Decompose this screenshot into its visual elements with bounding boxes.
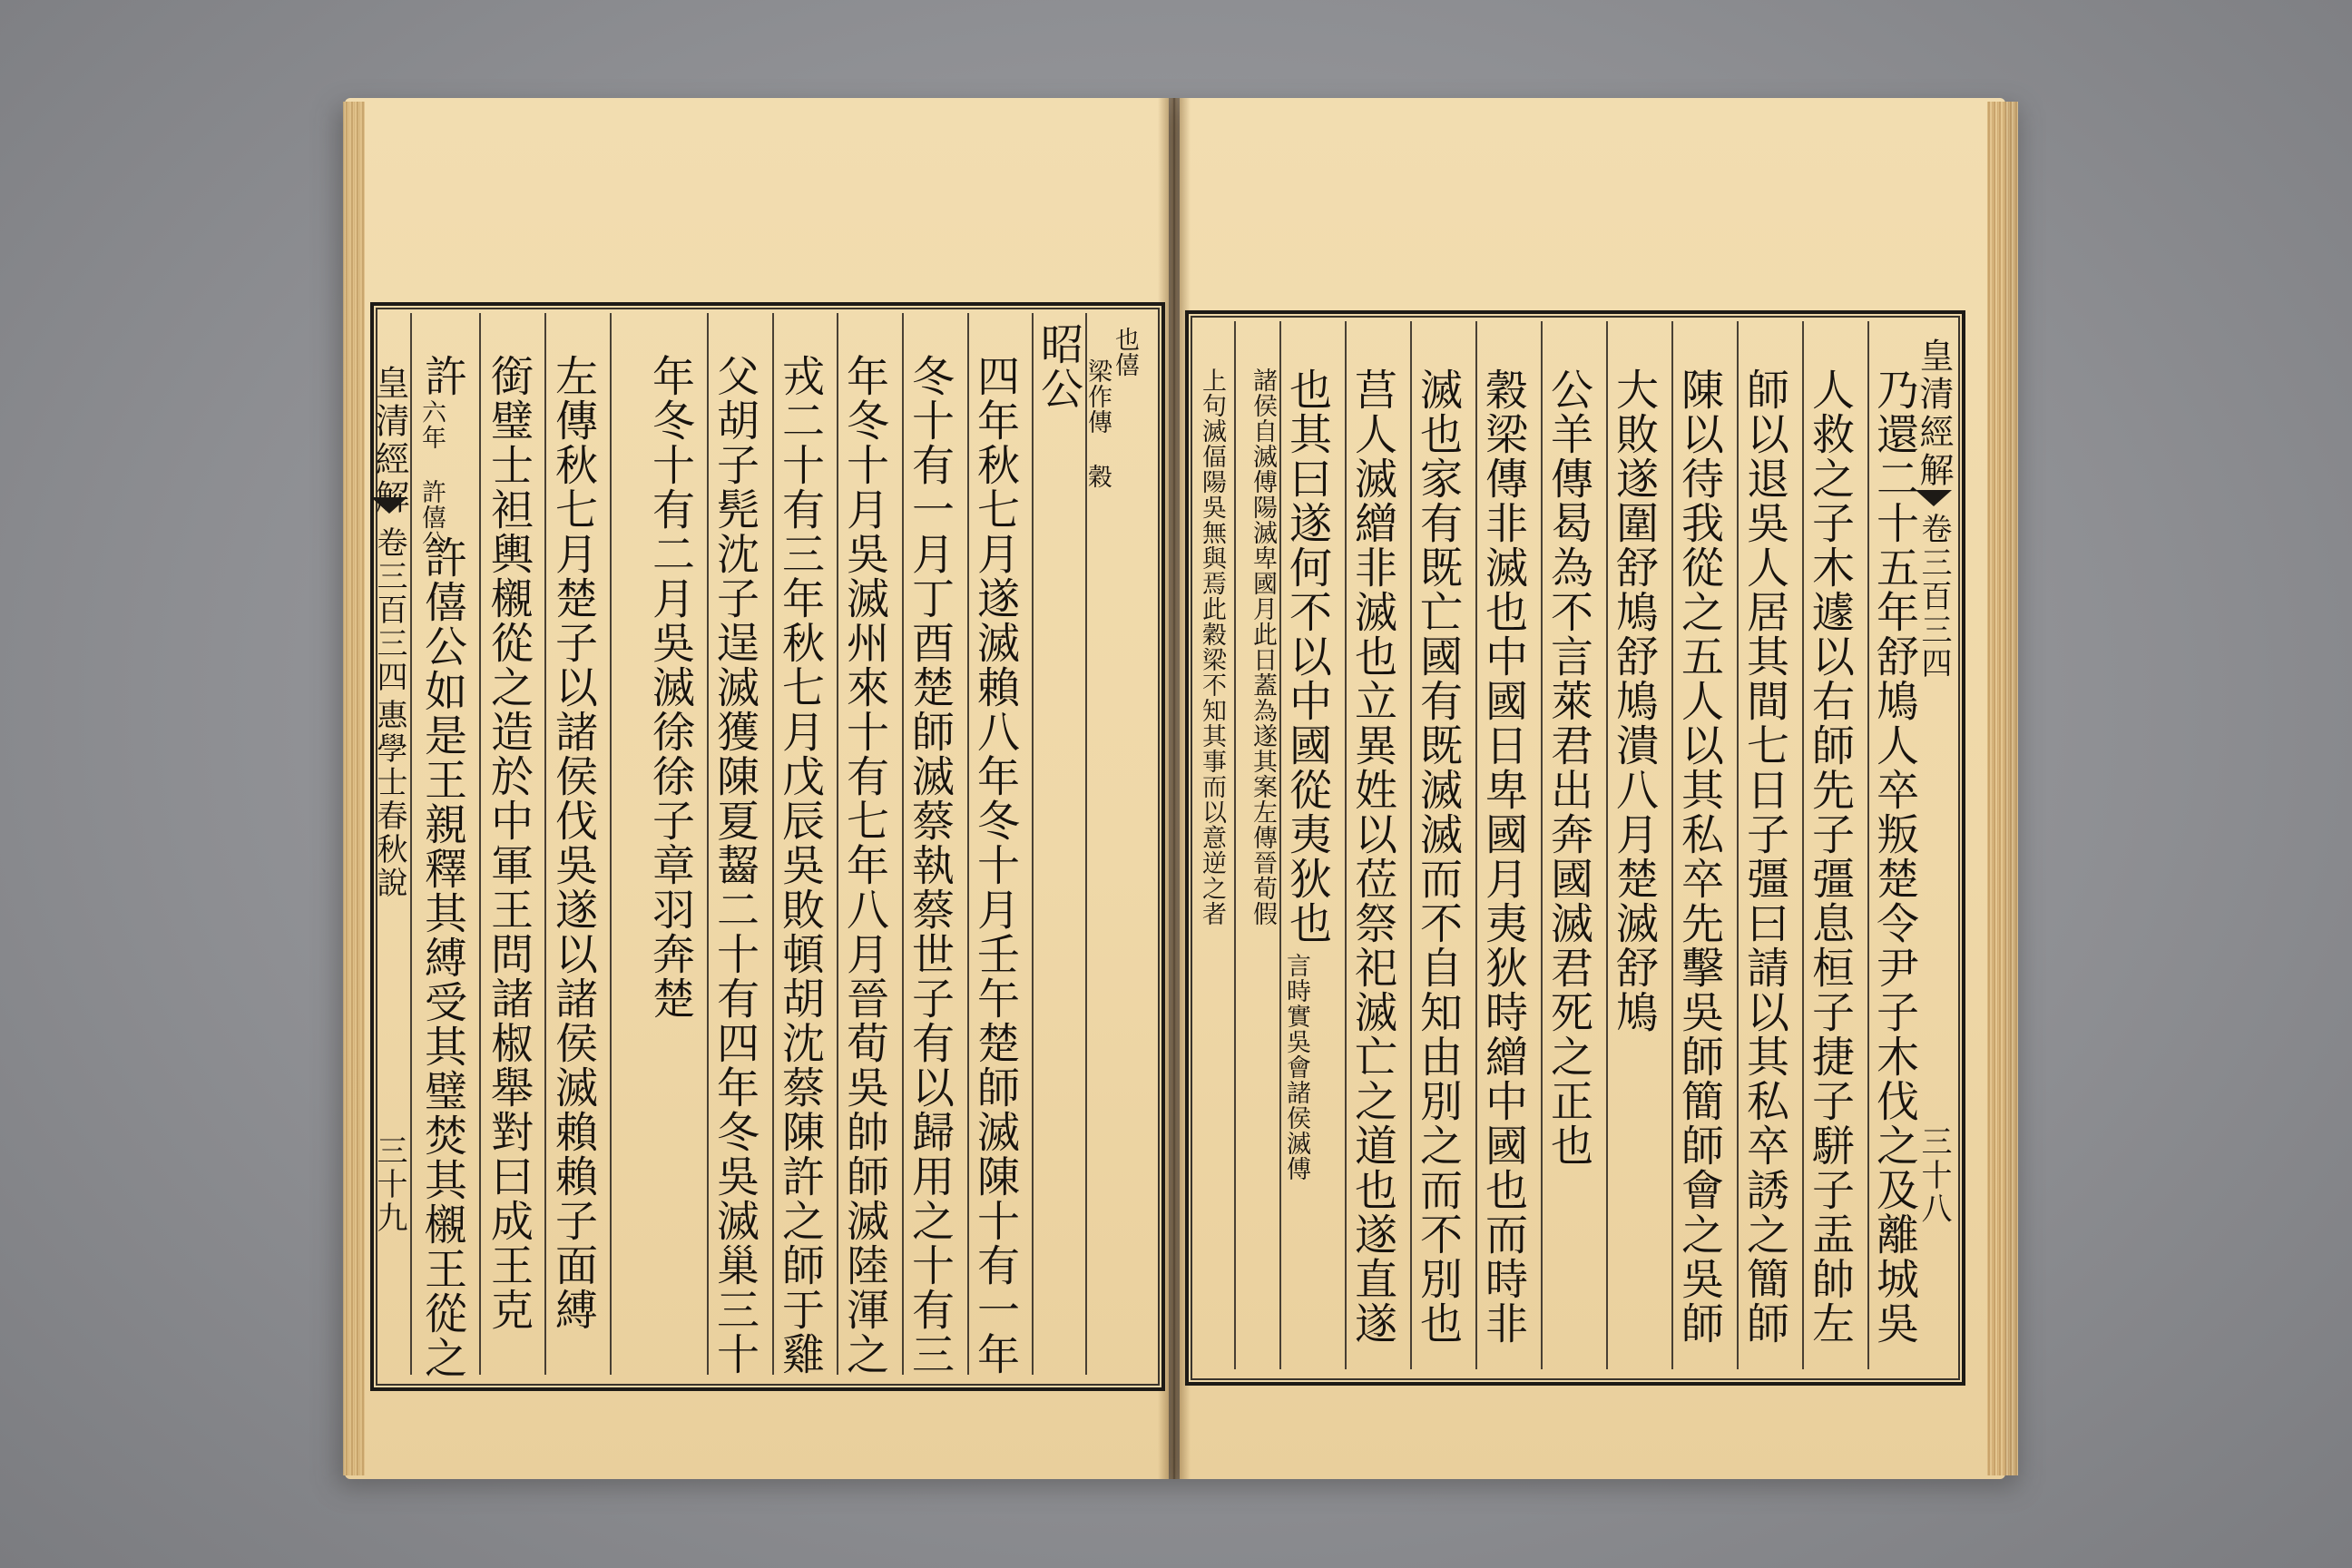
- fishtail-mark: [371, 497, 407, 514]
- left-page-edges: [343, 102, 365, 1475]
- column-rule: [1802, 321, 1804, 1369]
- right-col-8: 滅也家有既亡國有既滅滅而不自知由別之而不別也: [1413, 368, 1463, 1346]
- right-col-1: 乃還二十五年舒鳩人卒叛楚令尹子木伐之及離城吳: [1869, 368, 1919, 1346]
- left-col-4: 冬十有一月丁酉楚師滅蔡執蔡世子有以歸用之十有三: [905, 354, 955, 1377]
- column-rule: [707, 313, 709, 1375]
- right-col-4: 陳以待我從之五人以其私卒先擊吳師簡師會之吳師: [1674, 368, 1724, 1346]
- left-col-10: 銜璧士袒輿櫬從之造於中軍王問諸椒舉對曰成王克: [484, 354, 534, 1332]
- left-col-3: 四年秋七月遂滅賴八年冬十月壬午楚師滅陳十有一年: [970, 354, 1020, 1377]
- right-col-12-note: 上句滅偪陽吳無與焉此穀梁不知其事而以意逆之者: [1198, 368, 1226, 926]
- column-rule: [772, 313, 774, 1375]
- column-rule: [1475, 321, 1477, 1369]
- left-col-1-note: 梁作傳 穀: [1083, 358, 1112, 489]
- right-page-edges: [1987, 102, 2018, 1475]
- right-col-10-main: 也其曰遂何不以中國從夷狄也: [1282, 368, 1332, 946]
- right-col-10-note: 言時實吳會諸侯滅傅: [1282, 953, 1310, 1181]
- column-rule: [1737, 321, 1739, 1369]
- column-rule: [1279, 321, 1281, 1369]
- column-rule: [410, 313, 412, 1375]
- right-col-11-note: 諸侯自滅傅陽滅卑國月此日蓋為遂其案左傳晉荀假: [1249, 368, 1277, 926]
- left-col-7: 父胡子髡沈子逞滅獲陳夏齧二十有四年冬吳滅巢三十: [710, 354, 760, 1377]
- left-col-8: 年冬十有二月吳滅徐徐子章羽奔楚: [645, 354, 695, 1021]
- right-col-3: 師以退吳人居其間七日子彊曰請以其私卒誘之簡師: [1740, 368, 1789, 1346]
- right-series-title: 皇清經解: [1914, 338, 1954, 490]
- column-rule: [1345, 321, 1347, 1369]
- column-rule: [610, 313, 612, 1375]
- left-col-6: 戎二十有三年秋七月戊辰吳敗頓胡沈蔡陳許之師于雞: [775, 354, 825, 1377]
- column-rule: [544, 313, 546, 1375]
- left-col-11-note: 六年 許僖公: [417, 399, 446, 555]
- series-title: 皇清經解: [369, 365, 409, 517]
- right-folio: 三十八: [1916, 1125, 1952, 1226]
- column-rule: [1606, 321, 1608, 1369]
- column-rule: [1541, 321, 1543, 1369]
- column-rule: [1234, 321, 1236, 1369]
- right-col-6: 公羊傳曷為不言萊君出奔國滅君死之正也: [1544, 368, 1593, 1168]
- left-col-2: 昭公: [1034, 322, 1083, 411]
- fishtail-mark: [1916, 490, 1952, 506]
- left-folio: 三十九: [371, 1134, 407, 1235]
- right-chapter-number: 卷三百三四: [1916, 513, 1952, 681]
- left-col-9: 左傳秋七月楚子以諸侯伐吳遂以諸侯滅賴賴子面縛: [548, 354, 598, 1332]
- column-rule: [1671, 321, 1673, 1369]
- column-rule: [902, 313, 904, 1375]
- left-col-11-tail: 許僖公如是王親釋其縛受其璧焚其櫬王從之: [417, 535, 467, 1380]
- right-col-5: 大敗遂圍舒鳩舒鳩潰八月楚滅舒鳩: [1609, 368, 1659, 1034]
- chapter-number: 卷三百三四: [371, 526, 407, 694]
- column-rule: [967, 313, 969, 1375]
- left-col-5: 年冬十月吳滅州來十有七年八月晉荀吳帥師滅陸渾之: [839, 354, 889, 1377]
- work-title: 惠學士春秋說: [371, 699, 407, 900]
- left-col-11-head: 許: [417, 354, 467, 398]
- column-rule: [1410, 321, 1412, 1369]
- right-col-2: 人救之子木遽以右師先子彊息桓子捷子駢子盂帥左: [1805, 368, 1855, 1346]
- column-rule: [1032, 313, 1034, 1375]
- right-col-9: 莒人滅繒非滅也立異姓以莅祭祀滅亡之道也遂直遂: [1348, 368, 1397, 1346]
- right-col-7: 穀梁傳非滅也中國日卑國月夷狄時繒中國也而時非: [1478, 368, 1528, 1346]
- column-rule: [837, 313, 838, 1375]
- column-rule: [479, 313, 481, 1375]
- left-col-1-main: 也僖: [1111, 327, 1139, 377]
